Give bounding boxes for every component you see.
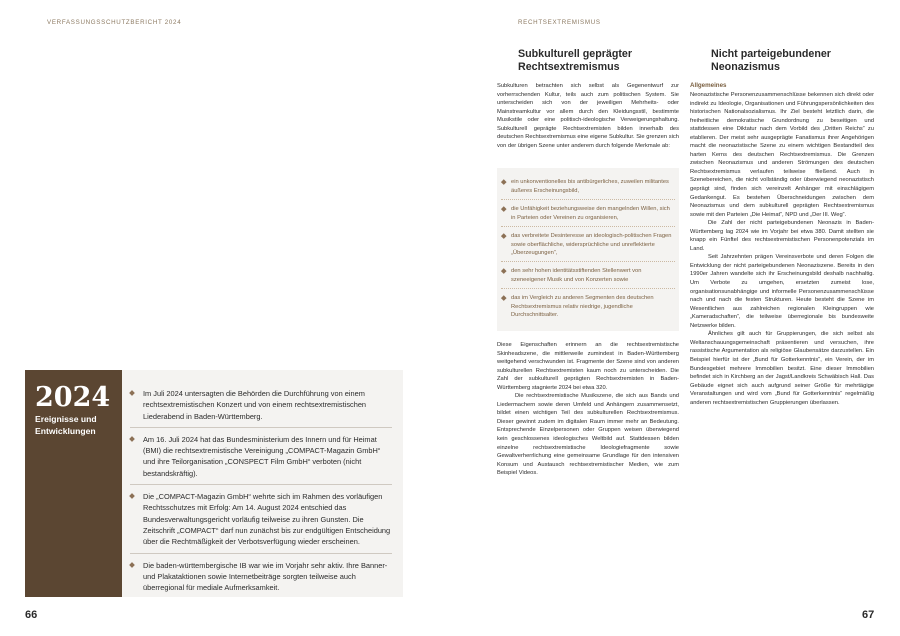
feature-item [511,232,673,258]
event-divider [130,553,392,554]
subkultur-body [497,341,679,478]
section-heading-subkultur [518,48,632,74]
event-text: Am 16. Juli 2024 hat das Bundesministerium des Innern und für Heimat (BMI) die rechtsextremistische Vereinigung „COMPACT-Magazin GmbH“ und ihre Teilorganisation „CONSPECT Film GmbH“ verboten (nicht bestandskräftig). [143,434,381,478]
feature-item [511,178,673,195]
heading-line: Neonazismus [711,61,780,73]
feature-text: ein unkonventionelles bis antibürgerliches, zuweilen militantes äußeres Erscheinungsbild, [511,179,669,194]
events-year: 2024 [35,382,111,413]
paragraph: Neonazistische Personenzusammenschlüsse bekennen sich direkt oder indirekt zu Ideologie, Organisationen und Führungspersönlichkeiten des historischen Nationalsozialismus. Ihr Ziel besteht letztlich darin, die freiheitliche demokratische Grundordnung zu beseitigen und stattdessen eine Diktatur nach dem Vorbild des „Dritten Reichs“ zu etablieren. Der meist sehr ausgeprägte Fanatismus ihrer Angehörigen macht die neonazistische Szene zu einem wichtigen Bestandteil des harten Kerns des deutschen Rechtsextremismus. Die Grenzen zwischen Neonazismus und anderen Strömungen des deutschen Rechtsextremismus verlaufen teilweise fließend. Auch in Szenebereichen, die nicht vollständig oder überwiegend neonazistisch geprägt sind, finden sich vereinzelt Anhänger mit einschlägigem Gedankengut. Es bestehen Überschneidungen zwischen dem Neonazismus und dem subkulturell geprägten Rechtsextremismus sowie mit den Parteien „Die Heimat“, NPD und „Der III. Weg“. [690,92,874,218]
subheading-allgemeines: Allgemeines [690,82,727,89]
page-number-left: 66 [25,609,38,621]
feature-text: den sehr hohen identitätsstiftenden Stellenwert von szeneeigener Musik und von Konzerten sowie [511,268,642,283]
event-item [130,388,392,422]
running-head-right: RECHTSEXTREMISMUS [518,19,601,26]
feature-divider [501,261,675,262]
paragraph: Subkulturen betrachten sich selbst als Gegenentwurf zur vorherrschenden Kultur, teils auch zum politischen System. Sie unterscheiden sich von der jeweiligen Mehrheits- oder Mainstreamkultur vor allem durch den Kleidungsstil, bestimmte Musikstile oder eine politisch-ideologische Verweigerungshaltung. Subkulturell geprägte Rechtsextremisten bilden innerhalb des deutschen Rechtsextremismus eine eigene Subkultur. Sie grenzen sich von der übrigen Szene unter anderem durch folgende Merkmale ab: [497,83,679,149]
event-text: Die baden-württembergische IB war wie im Vorjahr sehr aktiv. Ihre Banner- und Plakataktionen sowie Internetbeiträge sorgten teilweise auch überregional für mediale Aufmerksamkeit. [143,560,388,593]
paragraph: Diese Eigenschaften erinnern an die rechtsextremistische Skinheadszene, die mittlerweile zumindest in Baden-Württemberg weitgehend verschwunden ist. Fragmente der Szene sind von anderen subkulturellen Rechtsextremisten kaum noch zu unterscheiden. Die Zahl der subkulturell geprägten Rechtsextremisten in Baden-Württemberg stagnierte 2024 bei etwa 320. [497,342,679,391]
feature-divider [501,199,675,200]
diamond-bullet-icon [501,179,506,184]
paragraph: Ähnliches gilt auch für Gruppierungen, die sich selbst als Weltanschauungsgemeinschaft präsentieren und versuchen, ihre rassistische Argumentation als religiöse Glaubensätze darzustellen. Ein Beispiel hierfür ist der „Bund für Gotterkenntnis“, ein Verein, der im Bundesgebiet mehrere Immobilien besitzt. Eine dieser Immobilien befindet sich in Kirchberg an der Jagst/Landkreis Schwäbisch Hall. Das Gebäude eignet sich auch aufgrund seiner Größe für mehrtägige Veranstaltungen und wird vom „Bund für Gotterkenntnis“ regelmäßig anderen rechtsextremistischen Gruppierungen überlassen. [690,331,874,406]
diamond-bullet-icon [501,206,506,211]
diamond-bullet-icon [129,436,135,442]
section-heading-neonazismus [711,48,831,74]
event-item [130,434,392,479]
event-text: Im Juli 2024 untersagten die Behörden die Durchführung von einem rechtsextremistischen Konzert und von einem rechtsextremistischen Liederabend in Baden-Württemberg. [143,389,367,421]
paragraph: Die Zahl der nicht parteigebundenen Neonazis in Baden-Württemberg lag 2024 wie im Vorjahr bei etwa 380. Damit stellten sie knapp ein Fünftel des rechtsextremistischen Personenpotenzials im Land. [690,220,874,252]
feature-item [511,205,673,222]
event-divider [130,484,392,485]
event-item [130,491,392,547]
events-box [25,370,403,597]
heading-line: Rechtsextremismus [518,61,620,73]
running-head-left: VERFASSUNGSSCHUTZBERICHT 2024 [47,19,182,26]
neonazismus-body [690,91,874,407]
event-divider [130,427,392,428]
subkultur-intro [497,82,679,150]
feature-text: die Unfähigkeit beziehungsweise den mangelnden Willen, sich in Parteien oder Vereinen zu organisieren, [511,206,670,221]
features-box [497,168,679,331]
heading-line: Nicht parteigebundener [711,48,831,60]
diamond-bullet-icon [501,233,506,238]
feature-divider [501,226,675,227]
paragraph: Die rechtsextremistische Musikszene, die sich aus Bands und Liedermachern sowie deren Umfeld und Anhängern zusammensetzt, bildet einen wichtigen Teil des subkulturellen Rechtsextremismus. Dieser gewinnt zudem im digitalen Raum immer mehr an Bedeutung. Entsprechende Einzelpersonen oder Gruppen weisen überwiegend kein geschlossenes ideologisches Weltbild auf. Stattdessen bilden einzelne rechtsextremistische Ideologiefragmente sowie Gewaltverherrlichung eine gemeinsame Grundlage für den intensiven Konsum und Austausch rechtsextremistischer Medien, wie zum Beispiel Videos. [497,393,679,477]
feature-text: das im Vergleich zu anderen Segmenten des deutschen Rechtsextremismus relativ niedrige, jugendliche Durchschnittsalter. [511,295,654,318]
event-text: Die „COMPACT-Magazin GmbH“ wehrte sich im Rahmen des vorläufigen Rechtsschutzes mit Erfolg: Am 14. August 2024 entschied das Bundesverwaltungsgericht vorläufig teilweise zu ihren Gunsten. Die Zeitschrift „COMPACT“ darf nun zunächst bis zur endgültigen Entscheidung über die Rechtmäßigkeit der Verbotsverfügung wieder erscheinen. [143,492,391,547]
diamond-bullet-icon [129,493,135,499]
diamond-bullet-icon [129,562,135,568]
feature-item [511,294,673,320]
heading-line: Subkulturell geprägter [518,48,633,60]
page-number-right: 67 [862,609,875,621]
events-box-sidebar [25,370,122,597]
diamond-bullet-icon [129,390,135,396]
diamond-bullet-icon [501,295,506,300]
feature-divider [501,288,675,289]
event-item [130,560,392,594]
feature-item [511,267,673,284]
events-title: Ereignisse und Entwicklungen [35,414,97,436]
events-list [130,388,392,593]
diamond-bullet-icon [501,268,506,273]
paragraph: Seit Jahrzehnten prägen Vereinsverbote und deren Folgen die Entwicklung der nicht parteigebundenen Neonaziszene. Bereits in den 1990er Jahren wandelte sich ihr Erscheinungsbild deshalb nachhaltig. Um Verbote zu umgehen, ersetzten zumeist lose, organisationsunabhängige und informelle Personenzusammenschlüsse nach und nach die festen Strukturen. Heute besteht die Szene im Wesentlichen aus zahlreichen regionalen Kleingruppen wie „Kameradschaften“, die teilweise überregionale bis bundesweite Netzwerke bilden. [690,254,874,329]
feature-text: das verbreitete Desinteresse an ideologisch-politischen Fragen sowie oberflächliche, widersprüchliche und unreflektierte „Überzeugungen“, [511,233,672,256]
